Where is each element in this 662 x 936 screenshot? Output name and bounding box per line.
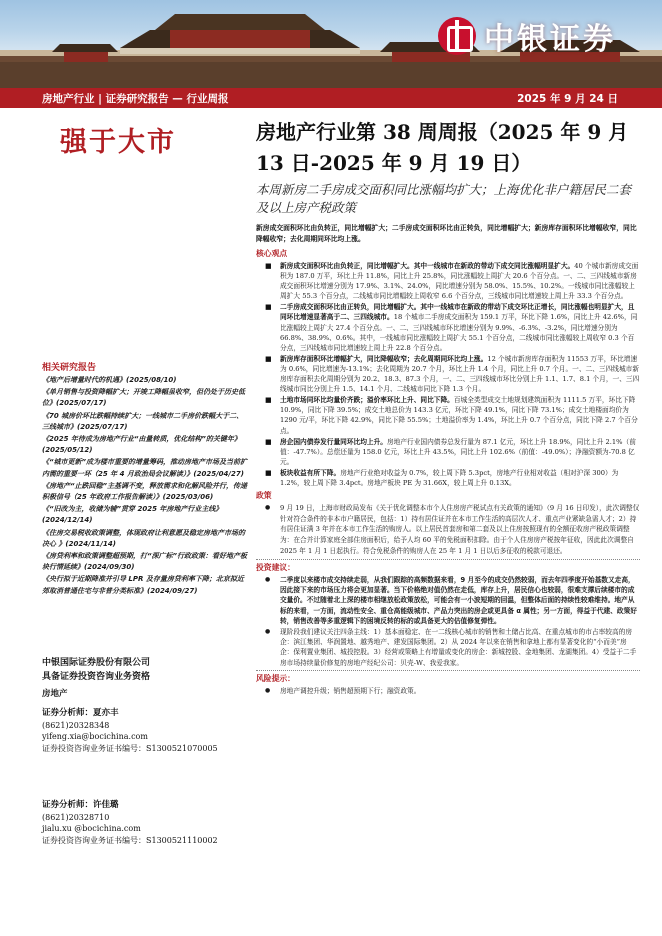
analyst-cert: 证券投资咨询业务证书编号：S1300521070005: [42, 743, 218, 753]
core-point: [256, 395, 640, 435]
bank-of-china-icon: [438, 17, 476, 55]
report-title: 房地产行业第 38 周周报（2025 年 9 月 13 日-2025 年 9 月 19 日）: [256, 120, 629, 175]
divider: [256, 559, 640, 560]
analyst-name: 证券分析师：夏亦丰: [42, 708, 119, 718]
core-point-lead: 板块收益有所下降。: [280, 468, 341, 477]
investment-body: 现阶段我们建议关注四条主线：1）基本面稳定、在一二线核心城市的销售和土储占比高、在重点城市的市占率较高的房企：滨江集团、华润置地、越秀地产、建发国际集团。2）从 2024 年以来在销售和拿地上都有显著变化的“小而美”房企：保利置业集团、城投控股。3）经营或策略上有增量或变化的房企：新城控股、金地集团、龙湖集团。4）受益于二手房市场持续量价修复的房地产经纪公司：贝壳-W、我爱我家。: [280, 627, 637, 667]
core-point-lead: 土地市场同环比均量价齐跌；溢价率环比上升、同比下降。: [280, 396, 454, 405]
header-bar: [0, 88, 662, 108]
section-heading-risk: 风险提示：: [256, 674, 295, 684]
related-report-item[interactable]: 《70 城房价环比跌幅持续扩大；一线城市二手房价跌幅大于二、三线城市》(2025/07/17): [42, 411, 244, 431]
core-point-lead: 房企国内债券发行量同环比均上升。: [280, 437, 387, 446]
investment-point: [256, 627, 640, 669]
related-report-item[interactable]: 《2025 年待成为房地产行业“由量转质，优化结构”的关键年》(2025/05/12): [42, 435, 241, 455]
related-report-item[interactable]: 《住房交易税收政策调整，体现政府让利意愿及稳定房地产市场的决心 》(2024/11/14): [42, 528, 245, 548]
core-point: [256, 261, 640, 301]
core-point-lead: 新房成交面积环比由负转正，同比增幅扩大。其中一线城市在新政的带动下成交同比涨幅明显扩大。: [280, 262, 575, 270]
section-heading-core: 核心观点: [256, 249, 288, 258]
firm-name: 中银国际证券股份有限公司: [42, 658, 151, 668]
brand-name: 中银证券: [484, 22, 616, 57]
related-report-item[interactable]: 《“旧改为主，收储为辅”贯穿 2025 年房地产行业主线》(2024/12/14): [42, 505, 223, 525]
related-reports-heading: 相关研究报告: [42, 363, 97, 373]
summary-text: 新房成交面积环比由负转正，同比增幅扩大；二手房成交面积环比由正转负，同比增幅扩大；新房库存面积环比增幅收窄，同比降幅收窄；去化周期同环比均上涨。: [256, 224, 637, 243]
risk-text: ● 房地产调控升级；销售超预期下行；融资政策。: [256, 686, 640, 696]
policy-text: ● 9 月 19 日，上海市财政局发布《关于优化调整本市个人住房房产税试点有关政策的通知》（9 月 16 日印发），此次调整仅针对符合条件的非本市户籍居民，包括：1）持有居住证并在本市工作生活的高层次人才、重点产业紧缺急需人才；2）持有居住证满 3 年并在本市工作生活的购房人。以上居民首套房和第二套及以上住房按照现有的全额征收房产税政策调整为：在合并计算家庭全部住房面积后，给予人均 60 平的免税面积扣除。由于个人住房房产税按年征收，因此此次调整自 2025 年 1 月 1 日起执行。符合免税条件的购房人在 25 年 1 月 1 日以后多征收的税款可退还。: [256, 503, 640, 557]
core-point-lead: 二手房成交面积环比由正转负，同比增幅扩大。其中一线城市在新政的带动下成交环比正增长，同比涨幅也明显扩大，且同环比增速显著高于二、三四线城市。: [280, 303, 635, 322]
related-report-item[interactable]: 《单月销售与投资降幅扩大；开竣工降幅虽收窄，但仍处于历史低位》(2025/07/17): [42, 388, 245, 408]
core-point-body: 房地产行业国内债券总发行量为 87.1 亿元，环比上升 18.9%，同比上升 2.1%（前值：-47.7%）。总偿还量为 158.0 亿元，环比上升 43.5%，同比上升 102.6%（前值：-49.0%）；净融资额为-70.8 亿元。: [280, 437, 636, 466]
firm-qualification: 具备证券投资咨询业务资格: [42, 671, 151, 682]
industry-label: 房地产: [42, 689, 68, 699]
related-report-item[interactable]: 《央行拟于近期降准并引导 LPR 及存量房贷利率下降；北京拟近郊取消普通住宅与非普分类标准》(2024/09/27): [42, 575, 244, 595]
investment-point: [256, 575, 640, 627]
section-heading-investment: 投资建议：: [256, 562, 295, 572]
report-subtitle: 本周新房二手房成交面积同比涨幅均扩大；上海优化非户籍居民二套及以上房产税政策: [256, 182, 632, 215]
core-point: [256, 468, 640, 488]
core-point-body: 40 个城市新房成交面积为 187.0 万平，环比上升 11.8%，同比上升 25.8%，同比涨幅较上周扩大 20.6 个百分点。一、二、三四线城市新房成交面积环比增速分别为 17.9%、3.1%、24.0%，同比增速分别为 58.0%、15.5%、10.2%。一线城市同比涨幅较上周扩大 55.3 个百分点，二线城市同比增幅较上周收窄 6.6 个百分点，三线城市同比增速较上周上升 33.3 个百分点。: [280, 262, 639, 301]
header-banner: [0, 0, 662, 88]
core-point-body: 房地产行业绝对收益为 0.7%，较上周下降 5.3pct，房地产行业相对收益（相对沪深 300）为 1.2%，较上周下降 3.4pct。房地产板块 PE 为 31.66X，较上周上升 0.13X。: [280, 468, 619, 487]
core-point-body: 12 个城市新房库存面积为 11553 万平，环比增速为 0.6%，同比增速为-13.1%；去化周期为 20.7 个月，环比上升 1.4 个月，同比上升 0.7 个月。一、二、三四线城市新房库存面积去化周期分别为 20.2、18.3、87.3 个月，一、二、三四线城市环比分别上升 1.1、1.7、8.1 个月，一、三四线城市同比分别上升 1.5、14.1 个月、二线城市同比下降 1.3 个月。: [280, 354, 640, 394]
related-report-item[interactable]: 《“城市更新”成为楼市重要的增量筹码，推动房地产市场及当前扩内需的重要一环（25 年 4 月政治局会议解读）》(2025/04/27): [42, 458, 248, 478]
analyst-card: [42, 706, 252, 754]
related-report-item[interactable]: 《地产后增量时代的机遇》(2025/08/10): [42, 376, 177, 384]
related-report-item[interactable]: 《房地产“止跌回稳”主基调不变，释放需求和化解风险并行，传递积极信号（25 年政府工作报告解读）》(2025/03/06): [42, 481, 248, 502]
analyst-card: [42, 798, 252, 846]
analyst-email[interactable]: jialu.xu @bocichina.com: [42, 824, 141, 834]
related-reports: [42, 360, 248, 598]
core-point: [256, 302, 640, 352]
brand-logo: [438, 14, 648, 58]
analyst-phone: (8621)20328710: [42, 813, 110, 822]
related-report-item[interactable]: 《房贷利率和政策调整超预期，打“深广标”行政政策：看好地产板块行情延续》(2024/09/30): [42, 552, 248, 572]
report-date: 2025 年 9 月 24 日: [517, 93, 618, 105]
core-point: [256, 437, 640, 467]
analyst-email[interactable]: yifeng.xia@bocichina.com: [42, 732, 148, 742]
rating-label: 强于大市: [60, 127, 176, 158]
firm-info: [42, 657, 248, 684]
section-heading-policy: 政策: [256, 491, 272, 501]
core-point-lead: 新房库存面积环比增幅扩大，同比降幅收窄；去化周期同环比均上涨。: [280, 354, 488, 363]
core-point-body: 百城全类型成交土地规划建筑面积为 1111.5 万平，环比下降 10.9%，同比下降 39.5%；成交土地总价为 143.3 亿元，环比下降 49.1%，同比下降 73.1%；成交土地楼面均价为 1290 元/平，环比下降 42.9%，同比下降 55.5%；土地溢价率为 1.4%，环比上升 0.7 个百分点，同比下降 2.7 个百分点。: [280, 396, 638, 435]
investment-lead: 二季度以来楼市成交持续走弱，从我们跟踪的高频数据来看，9 月至今的成交仍然较弱，而去年四季度开始基数又走高，因此接下来的市场压力将会更加显著。当下价格绝对值仍然在走低，库存上升，居民信心也较弱，很难支撑后续楼市的成交量价。不过随着北上深的楼市相继放松政策放松，可能会有一小波短期的回温，但整体后面的持续性较难维持。地产从标的来看，一方面，流动性安全、重仓高能级城市、产品力突出的房企或更具备 α 属性；另一方面，得益于代建、政策好转，销售改善等多重逻辑下的困境反转的标的或具备更大的估值修复弹性。: [280, 575, 637, 626]
analyst-cert: 证券投资咨询业务证书编号：S1300521110002: [42, 835, 218, 845]
core-point: [256, 354, 640, 394]
analyst-phone: (8621)20328348: [42, 721, 110, 730]
breadcrumb: 房地产行业 | 证券研究报告 — 行业周报: [42, 93, 229, 105]
analyst-name: 证券分析师：许佳璐: [42, 800, 119, 810]
core-point-body: 18 个城市二手房成交面积为 159.1 万平，环比下降 1.6%，同比上升 42.6%，同比涨幅较上周扩大 27.4 个百分点。一、二、三四线城市环比增速分别为 9.9%、-6.3%、-3.2%，同比增速分别为 66.8%、38.9%、0.6%。其中，一线城市同比涨幅较上周扩大 55.1 个百分点，二线城市同比涨幅较上周收窄 0.3 个百分点，三四线城市同比增速较上周上升 22.8 个百分点。: [280, 313, 638, 352]
divider: [256, 670, 640, 671]
main-content: [256, 223, 640, 697]
